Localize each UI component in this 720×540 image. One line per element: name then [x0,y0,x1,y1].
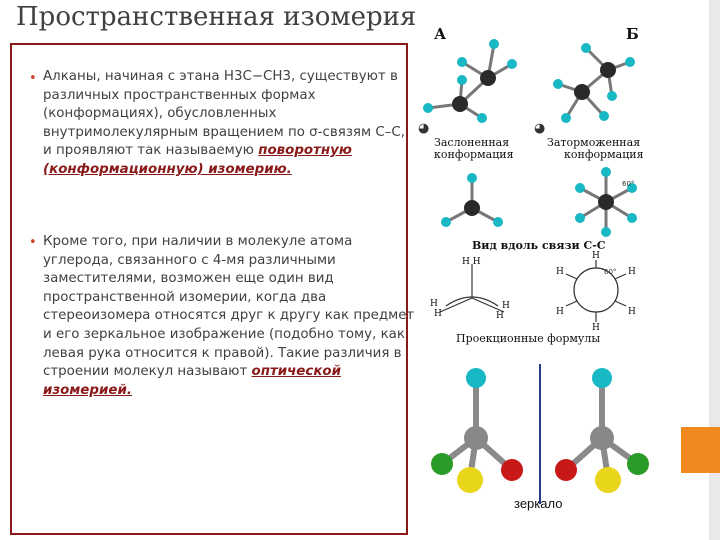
proj-h: H [556,307,564,317]
paragraph-conformational [43,68,415,180]
projection-eclipsed [440,264,504,312]
angle-label: 60° [622,180,635,188]
slide-title: Пространственная изомерия [16,2,417,32]
conformation-illustration [416,22,649,345]
projection-staggered [566,260,626,322]
optical-isomer-figure [430,364,650,532]
caption-staggered-line2: конформация [564,148,644,161]
bullet-marker: • [29,235,37,250]
projection-caption: Проекционные формулы [456,332,601,345]
term-conformational-isomerism: поворотную (конформационную) изомерию. [43,143,352,177]
angle-label: 60° [604,268,617,276]
proj-h: H H [462,257,481,267]
paragraph-text: Кроме того, при наличии в молекуле атома углерода, связанного с 4-мя различными заместителями, возможен еще один вид пространственной изомерии, когда два стереоизомера относятся друг к другу как предмет и его зеркальное изображение (подобно тому, как левая рука относится к правой). Такие различия в строении молекул называют [43,234,415,380]
caption-staggered-line1: Заторможенная [547,136,641,149]
left-enantiomer [431,368,523,493]
term-optical-isomerism: оптической изомерией. [43,364,341,398]
label-a: А [434,25,447,43]
proj-h: H [628,307,636,317]
bullet-marker: • [29,71,37,86]
right-enantiomer [555,368,649,493]
accent-block [681,427,720,473]
proj-h: H [430,299,438,309]
paragraph-text: Алканы, начиная с этана Н3С−СН3, существуют в различных пространственных формах (конформациях), обусловленных внутримолекулярным вращением по σ-связям С–С, и проявляют так называемую [43,69,405,159]
proj-h: H [592,323,600,333]
mirror-label: зеркало [514,496,563,511]
caption-eclipsed-line2: конформация [434,148,514,161]
label-b: Б [626,25,639,43]
proj-h: H [592,251,600,261]
eye-icon: ◕ [534,121,546,136]
mirror-illustration [430,364,650,532]
staggered-molecule [558,48,630,118]
proj-h: H [556,267,564,277]
paragraph-optical [43,233,415,400]
caption-eclipsed-line1: Заслоненная [434,136,510,149]
eclipsed-molecule [428,44,512,118]
eye-icon: ◕ [418,121,430,136]
proj-h: H [502,301,510,311]
proj-h: H [496,311,504,321]
conformation-figure [416,22,649,345]
view-caption: Вид вдоль связи С-С [472,239,606,252]
text-panel [10,43,415,535]
proj-h: H [628,267,636,277]
proj-h: H [434,309,442,319]
